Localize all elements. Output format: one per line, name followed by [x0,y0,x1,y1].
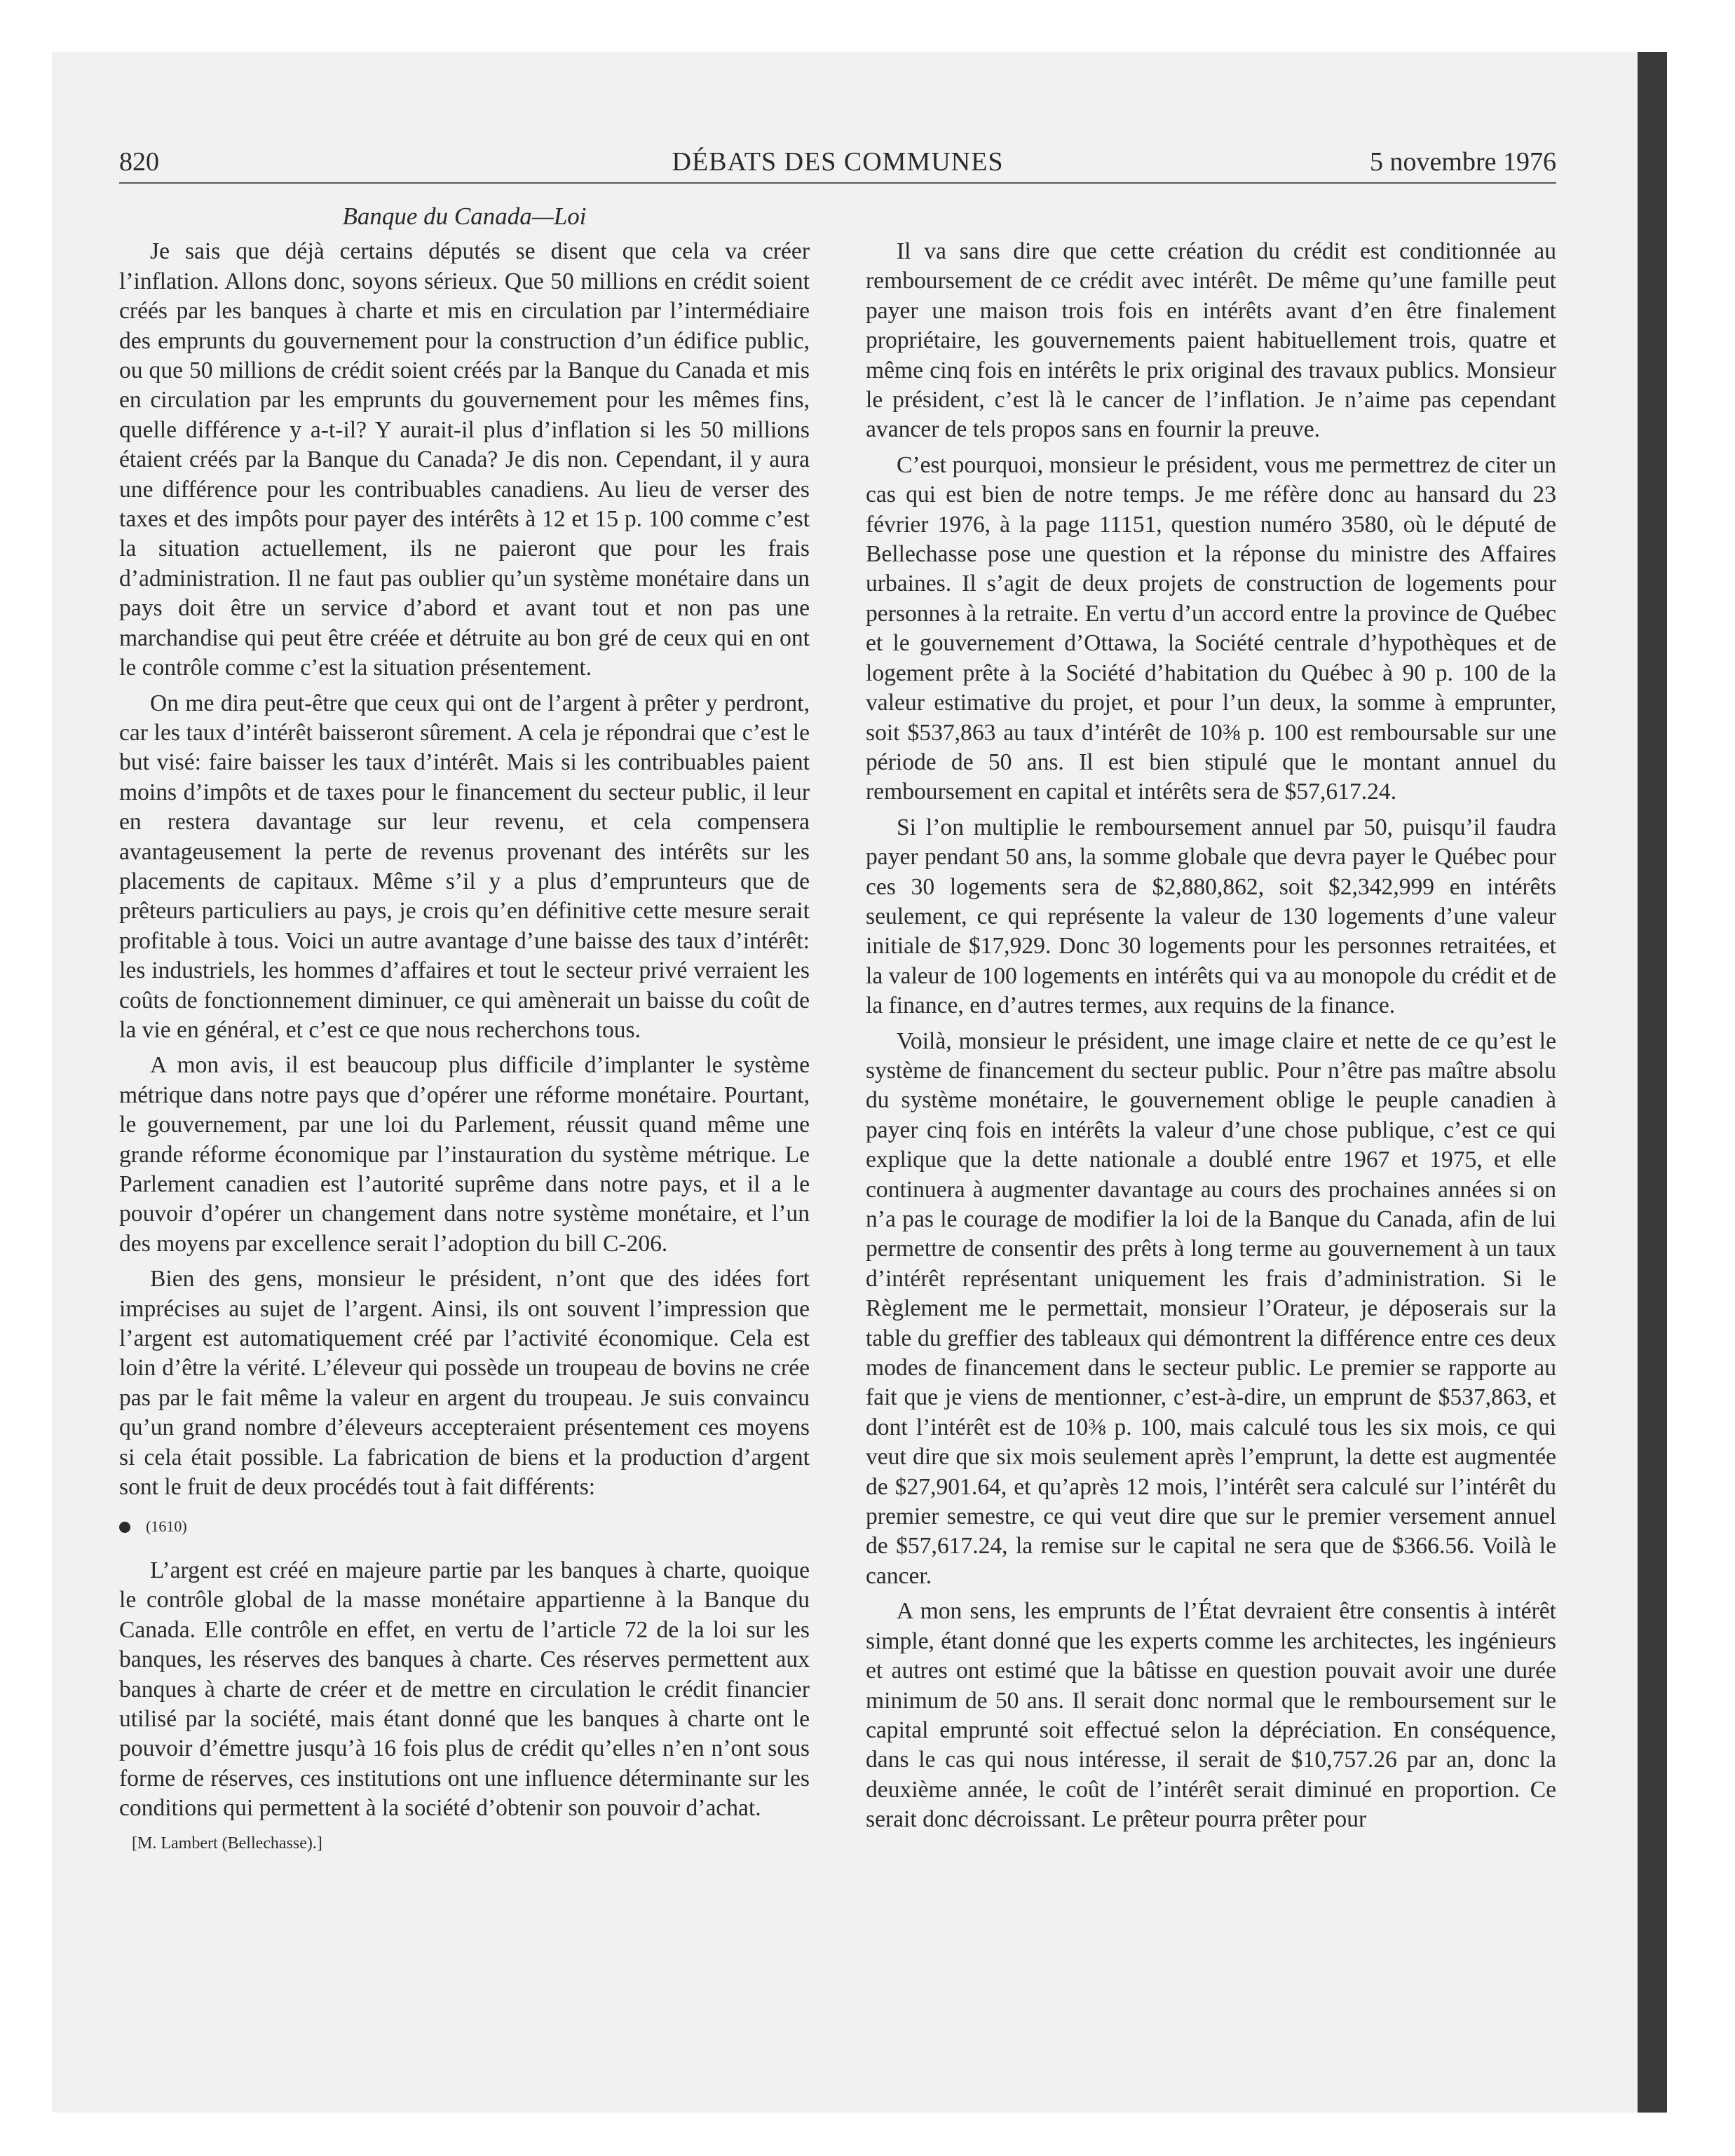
paragraph: A mon avis, il est beaucoup plus difficile d’implanter le système métrique dans notre pays que d’opérer une réforme monétaire. Pourtant, le gouvernement, par une loi du Parlement, réussit quand même une grande réforme économique par l’instauration du système métrique. Le Parlement canadien est l’autorité suprême dans notre pays, et il a le pouvoir d’opérer un changement dans notre système monétaire, et l’un des moyens par excellence serait l’adoption du bill C-206. [119,1052,810,1257]
right-column [866,237,1556,1841]
speaker-note: [M. Lambert (Bellechasse).] [132,1834,322,1853]
time-marker-text: (1610) [146,1517,187,1536]
paragraph: On me dira peut-être que ceux qui ont de l’argent à prêter y perdront, car les taux d’intérêt baisseront sûrement. A cela je répondrai que c’est le but visé: faire baisser les taux d’intérêt. Mais si les contribuables paient moins d’impôts et de taxes pour le financement du secteur public, il leur en restera davantage sur leur revenu, et cela compensera avantageusement la perte de revenus provenant des intérêts sur les placements de capitaux. Même s’il y a plus d’emprunteurs que de prêteurs particuliers au pays, je crois qu’en définitive cette mesure serait profitable à tous. Voici un autre avantage d’une baisse des taux d’intérêt: les industriels, les hommes d’affaires et tout le secteur privé verraient les coûts de fonctionnement diminuer, ce qui amènerait un baisse du coût de la vie en général, et c’est ce que nous recherchons tous. [119,690,810,1043]
page-number: 820 [119,147,159,177]
paragraph: Je sais que déjà certains députés se disent que cela va créer l’inflation. Allons donc, soyons sérieux. Que 50 millions en crédit soient créés par les banques à charte et mis en circulation par l’intermédiaire des emprunts du gouvernement pour la construction d’un édifice public, ou que 50 millions de crédit soient créés par la Banque du Canada et mis en circulation par les emprunts du gouvernement pour les mêmes fins, quelle différence y a-t-il? Y aurait-il plus d’inflation si les 50 millions étaient créés par la Banque du Canada? Je dis non. Cependant, il y aura une différence pour les contribuables canadiens. Au lieu de verser des taxes et des impôts pour payer des intérêts à 12 et 15 p. 100 comme c’est la situation actuellement, ils ne paieront que pour les frais d’administration. Il ne faut pas oublier qu’un système monétaire dans un pays doit être un service d’abord et avant tout et non pas une marchandise qui peut être créée et détruite au bon gré de ceux qui en ont le contrôle comme c’est la situation présentement. [119,238,810,681]
scan-edge [1638,52,1667,2113]
left-column [119,202,810,1856]
paragraph: Bien des gens, monsieur le président, n’ont que des idées fort imprécises au sujet de l’argent. Ainsi, ils ont souvent l’impression que l’argent est automatiquement créé par l’activité économique. Cela est loin d’être la vérité. L’éleveur qui possède un troupeau de bovins ne crée pas par le fait même la valeur en argent du troupeau. Je suis convaincu qu’un grand nombre d’éleveurs accepteraient présentement ces moyens si cela était possible. La fabrication de biens et la production d’argent sont le fruit de deux procédés tout à fait différents: [119,1266,810,1501]
issue-date: 5 novembre 1976 [1370,147,1556,177]
bullet-icon [119,1522,130,1533]
section-title: Banque du Canada—Loi [342,203,587,230]
publication-title: DÉBATS DES COMMUNES [672,147,1004,177]
paragraph: Il va sans dire que cette création du crédit est conditionnée au remboursement de ce crédit avec intérêt. De même qu’une famille peut payer une maison trois fois en intérêts avant d’en être finalement propriétaire, les gouvernements paient habituellement trois, quatre et même cinq fois en intérêts le prix original des travaux publics. Monsieur le président, c’est là le cancer de l’inflation. Je n’aime pas cependant avancer de tels propos sans en fournir la preuve. [866,238,1556,443]
paragraph: Voilà, monsieur le président, une image claire et nette de ce qu’est le système de financement du secteur public. Pour n’être pas maître absolu du système monétaire, le gouvernement oblige le peuple canadien à payer cinq fois en intérêts la valeur d’une chose publique, c’est ce qui explique que la dette nationale a doublé entre 1967 et 1975, et elle continuera à augmenter davantage au cours des prochaines années si on n’a pas le courage de modifier la loi de la Banque du Canada, afin de lui permettre de consentir des prêts à long terme au gouvernement à un taux d’intérêt représentant uniquement les frais d’administration. Si le Règlement me le permettait, monsieur l’Orateur, je déposerais sur la table du greffier des tableaux qui démontrent la différence entre ces deux modes de financement dans le secteur public. Le premier se rapporte au fait que je viens de mentionner, c’est-à-dire, un emprunt de $537,863, et dont l’intérêt est de 10⅜ p. 100, mais calculé tous les six mois, ce qui veut dire que six mois seulement après l’emprunt, la dette est augmentée de $27,901.64, et qu’après 12 mois, l’intérêt sera calculé sur l’intérêt du premier semestre, ce qui veut dire que sur le premier versement annuel de $57,617.24, la remise sur le capital ne sera que de $366.56. Voilà le cancer. [866,1028,1556,1589]
paragraph: L’argent est créé en majeure partie par les banques à charte, quoique le contrôle global de la masse monétaire appartienne à la Banque du Canada. Elle contrôle en effet, en vertu de l’article 72 de la loi sur les banques, les réserves des banques à charte. Ces réserves permettent aux banques à charte de créer et de mettre en circulation le crédit financier utilisé par la société, mais étant donné que les banques à charte ont le pouvoir d’émettre jusqu’à 16 fois plus de crédit qu’elles n’en n’ont sous forme de réserves, ces institutions ont une influence déterminante sur les conditions qui permettent à la société d’obtenir son pouvoir d’achat. [119,1557,810,1822]
paragraph: C’est pourquoi, monsieur le président, vous me permettrez de citer un cas qui est bien de notre temps. Je me réfère donc au hansard du 23 février 1976, à la page 11151, question numéro 3580, où le député de Bellechasse pose une question et la réponse du ministre des Affaires urbaines. Il s’agit de deux projets de construction de logements pour personnes à la retraite. En vertu d’un accord entre la province de Québec et le gouvernement d’Ottawa, la Société centrale d’hypothèques et de logement prête à la Société d’habitation du Québec à 90 p. 100 de la valeur estimative du projet, et pour l’un deux, la somme à emprunter, soit $537,863 au taux d’intérêt de 10⅜ p. 100 est remboursable sur une période de 50 ans. Il est bien stipulé que le montant annuel du remboursement en capital et intérêts sera de $57,617.24. [866,451,1556,805]
paragraph: Si l’on multiplie le remboursement annuel par 50, puisqu’il faudra payer pendant 50 ans, la somme globale que devra payer le Québec pour ces 30 logements sera de $2,880,862, soit $2,342,999 en intérêts seulement, ce qui représente la valeur de 130 logements d’une valeur initiale de $17,929. Donc 30 logements pour les personnes retraitées, et la valeur de 100 logements en intérêts qui va au monopole du crédit et de la finance, en d’autres termes, aux requins de la finance. [866,814,1556,1019]
page-header [119,144,1556,179]
header-rule [119,182,1556,184]
paragraph: A mon sens, les emprunts de l’État devraient être consentis à intérêt simple, étant donné que les experts comme les architectes, les ingénieurs et autres ont estimé que la bâtisse en question pouvait avoir une durée minimum de 50 ans. Il serait donc normal que le remboursement sur le capital emprunté soit effectué selon la dépréciation. En conséquence, dans le cas qui nous intéresse, il serait de $10,757.26 par an, donc la deuxième année, le coût de l’intérêt serait diminué en proportion. Ce serait donc décroissant. Le prêteur pourra prêter pour [866,1598,1556,1833]
time-marker [119,1512,810,1541]
